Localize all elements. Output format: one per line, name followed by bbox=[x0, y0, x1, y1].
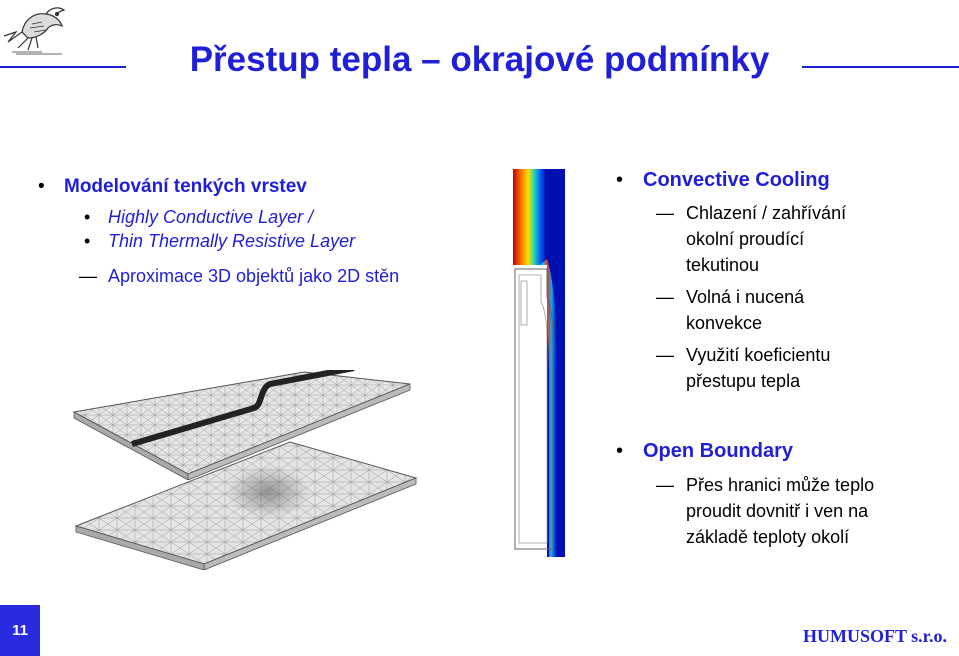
open-item-1-line-3: základě teploty okolí bbox=[686, 527, 850, 547]
convective-item-2-line-1: Volná i nucená bbox=[686, 287, 805, 307]
left-heading: • Modelování tenkých vrstev bbox=[64, 176, 307, 198]
dash-mark: — bbox=[656, 475, 674, 495]
open-boundary-item-1 bbox=[656, 472, 875, 550]
open-boundary-heading: • Open Boundary bbox=[643, 440, 793, 463]
heat-flow-simulation-image bbox=[513, 169, 565, 557]
dash-mark: — bbox=[656, 345, 674, 365]
coarse-mesh-image bbox=[72, 440, 420, 570]
dash-mark: — bbox=[656, 203, 674, 223]
convective-item-2-line-2: konvekce bbox=[686, 313, 763, 333]
convective-item-3 bbox=[656, 342, 831, 394]
convective-item-1-line-1: Chlazení / zahřívání bbox=[686, 203, 847, 223]
convective-item-1-line-3: tekutinou bbox=[686, 255, 760, 275]
convective-cooling-heading: • Convective Cooling bbox=[643, 169, 830, 192]
left-dash-text: Aproximace 3D objektů jako 2D stěn bbox=[108, 266, 400, 286]
company-name: HUMUSOFT s.r.o. bbox=[802, 626, 947, 646]
dash-mark: — bbox=[656, 287, 674, 307]
convective-item-1 bbox=[656, 200, 847, 278]
convective-item-3-line-1: Využití koeficientu bbox=[686, 345, 831, 365]
convective-item-2 bbox=[656, 284, 805, 336]
left-sub-line-2: • Thin Thermally Resistive Layer bbox=[108, 229, 355, 253]
convective-item-1-line-2: okolní proudící bbox=[686, 229, 805, 249]
page-title: Přestup tepla – okrajové podmínky bbox=[189, 40, 770, 79]
convective-item-3-line-2: přestupu tepla bbox=[686, 371, 801, 391]
left-sub-line-1: • Highly Conductive Layer / bbox=[108, 205, 313, 229]
dash-mark: — bbox=[79, 266, 97, 286]
open-item-1-line-2: proudit dovnitř i ven na bbox=[686, 501, 869, 521]
open-item-1-line-1: Přes hranici může teplo bbox=[686, 475, 875, 495]
left-dash-item bbox=[79, 263, 400, 289]
page-number-badge: 11 bbox=[0, 605, 40, 656]
